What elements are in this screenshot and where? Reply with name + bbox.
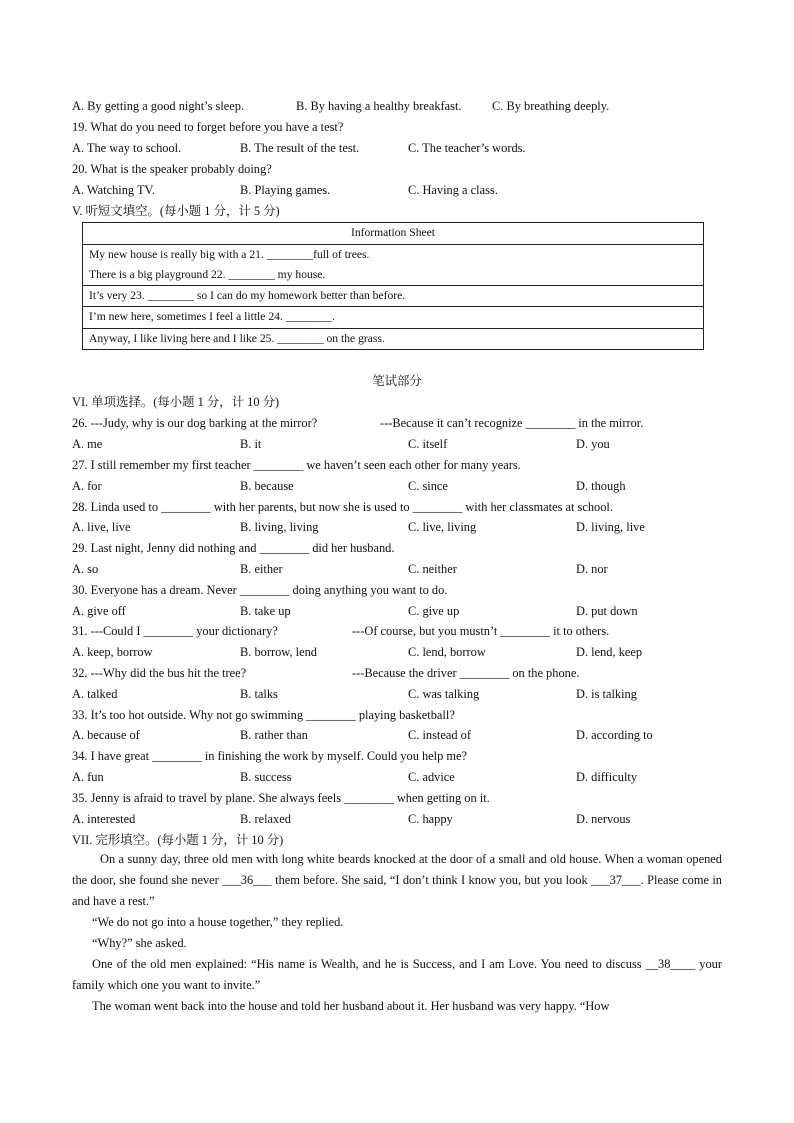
q35-option-c: C. happy [408,812,453,826]
q29-option-a: A. so [72,562,99,576]
cloze-paragraph-3: “Why?” she asked. [92,936,187,950]
q32-option-a: A. talked [72,687,118,701]
q26-stem-reply: ---Because it can’t recognize ________ in the mirror. [380,416,644,430]
section-6-title: VI. 单项选择。(每小题 1 分，计 10 分) [72,395,280,409]
q31-stem: 31. ---Could I ________ your dictionary? [72,624,278,638]
q31-option-a: A. keep, borrow [72,645,153,659]
q19-stem: 19. What do you need to forget before you have a test? [72,120,344,134]
q33-stem: 33. It’s too hot outside. Why not go swimming ________ playing basketball? [72,708,455,722]
q30-option-d: D. put down [576,604,638,618]
cloze-paragraph-2: “We do not go into a house together,” they replied. [92,915,344,929]
q33-option-b: B. rather than [240,728,308,742]
info-sheet-row-24: I’m new here, sometimes I feel a little 24. ________. [83,307,704,329]
info-sheet-cell [83,244,704,285]
section-5-title: V. 听短文填空。(每小题 1 分，计 5 分) [72,204,280,218]
q32-option-c: C. was talking [408,687,480,701]
q18-option-c: C. By breathing deeply. [492,99,610,113]
q30-option-a: A. give off [72,604,126,618]
q33-option-a: A. because of [72,728,140,742]
q29-option-b: B. either [240,562,283,576]
q34-option-a: A. fun [72,770,104,784]
information-sheet-table [82,222,704,350]
q27-option-c: C. since [408,479,448,493]
q20-stem: 20. What is the speaker probably doing? [72,162,272,176]
written-part-title: 笔试部分 [372,374,422,388]
cloze-paragraph-5: The woman went back into the house and told her husband about it. Her husband was very happy. “How [92,999,610,1013]
q19-option-c: C. The teacher’s words. [408,141,526,155]
q19-option-b: B. The result of the test. [240,141,360,155]
q29-option-c: C. neither [408,562,457,576]
q35-option-d: D. nervous [576,812,631,826]
q35-option-a: A. interested [72,812,136,826]
q28-option-c: C. live, living [408,520,477,534]
q34-option-b: B. success [240,770,292,784]
q30-option-b: B. take up [240,604,291,618]
section-7-title: VII. 完形填空。(每小题 1 分，计 10 分) [72,833,284,847]
q34-stem: 34. I have great ________ in finishing the work by myself. Could you help me? [72,749,468,763]
q31-option-c: C. lend, borrow [408,645,486,659]
q27-option-d: D. though [576,479,626,493]
q20-option-b: B. Playing games. [240,183,331,197]
q31-stem-reply: ---Of course, but you mustn’t ________ it to others. [352,624,610,638]
q28-stem: 28. Linda used to ________ with her parents, but now she is used to ________ with her classmates at school. [72,500,613,514]
q26-option-d: D. you [576,437,610,451]
info-sheet-row-23: It’s very 23. ________ so I can do my homework better than before. [83,285,704,307]
q33-option-c: C. instead of [408,728,471,742]
q19-option-a: A. The way to school. [72,141,182,155]
q28-option-a: A. live, live [72,520,131,534]
info-sheet-row-21: My new house is really big with a 21. ________full of trees. [89,247,370,261]
q32-stem: 32. ---Why did the bus hit the tree? [72,666,247,680]
q18-option-b: B. By having a healthy breakfast. [296,99,462,113]
q28-option-d: D. living, live [576,520,645,534]
info-sheet-row-22: There is a big playground 22. ________ my house. [89,267,326,281]
q26-option-b: B. it [240,437,262,451]
cloze-paragraph-1: On a sunny day, three old men with long white beards knocked at the door of a small and old house. When a woman opened the door, she found she never ___36___ them before. She said, “I don’t think I know you, but you look ___37___. Please come in and have a rest.” [72,852,722,908]
q31-option-d: D. lend, keep [576,645,643,659]
q32-option-d: D. is talking [576,687,637,701]
q29-option-d: D. nor [576,562,608,576]
q18-option-a: A. By getting a good night’s sleep. [72,99,245,113]
q30-stem: 30. Everyone has a dream. Never ________ doing anything you want to do. [72,583,448,597]
q27-stem: 27. I still remember my first teacher ________ we haven’t seen each other for many years. [72,458,521,472]
q26-option-a: A. me [72,437,103,451]
q32-option-b: B. talks [240,687,278,701]
q34-option-d: D. difficulty [576,770,638,784]
info-sheet-row-25: Anyway, I like living here and I like 25. ________ on the grass. [83,328,704,350]
q26-stem: 26. ---Judy, why is our dog barking at the mirror? [72,416,318,430]
q35-option-b: B. relaxed [240,812,291,826]
q26-option-c: C. itself [408,437,448,451]
q30-option-c: C. give up [408,604,460,618]
q33-option-d: D. according to [576,728,653,742]
q27-option-b: B. because [240,479,294,493]
q34-option-c: C. advice [408,770,455,784]
q27-option-a: A. for [72,479,102,493]
q20-option-a: A. Watching TV. [72,183,155,197]
q32-stem-reply: ---Because the driver ________ on the phone. [352,666,580,680]
q35-stem: 35. Jenny is afraid to travel by plane. She always feels ________ when getting on it. [72,791,490,805]
q20-option-c: C. Having a class. [408,183,498,197]
information-sheet-header: Information Sheet [83,223,704,245]
q31-option-b: B. borrow, lend [240,645,317,659]
q29-stem: 29. Last night, Jenny did nothing and ________ did her husband. [72,541,395,555]
cloze-paragraph-4: One of the old men explained: “His name is Wealth, and he is Success, and I am Love. You need to discuss __38____ your family which one you want to invite.” [72,957,722,992]
q28-option-b: B. living, living [240,520,319,534]
